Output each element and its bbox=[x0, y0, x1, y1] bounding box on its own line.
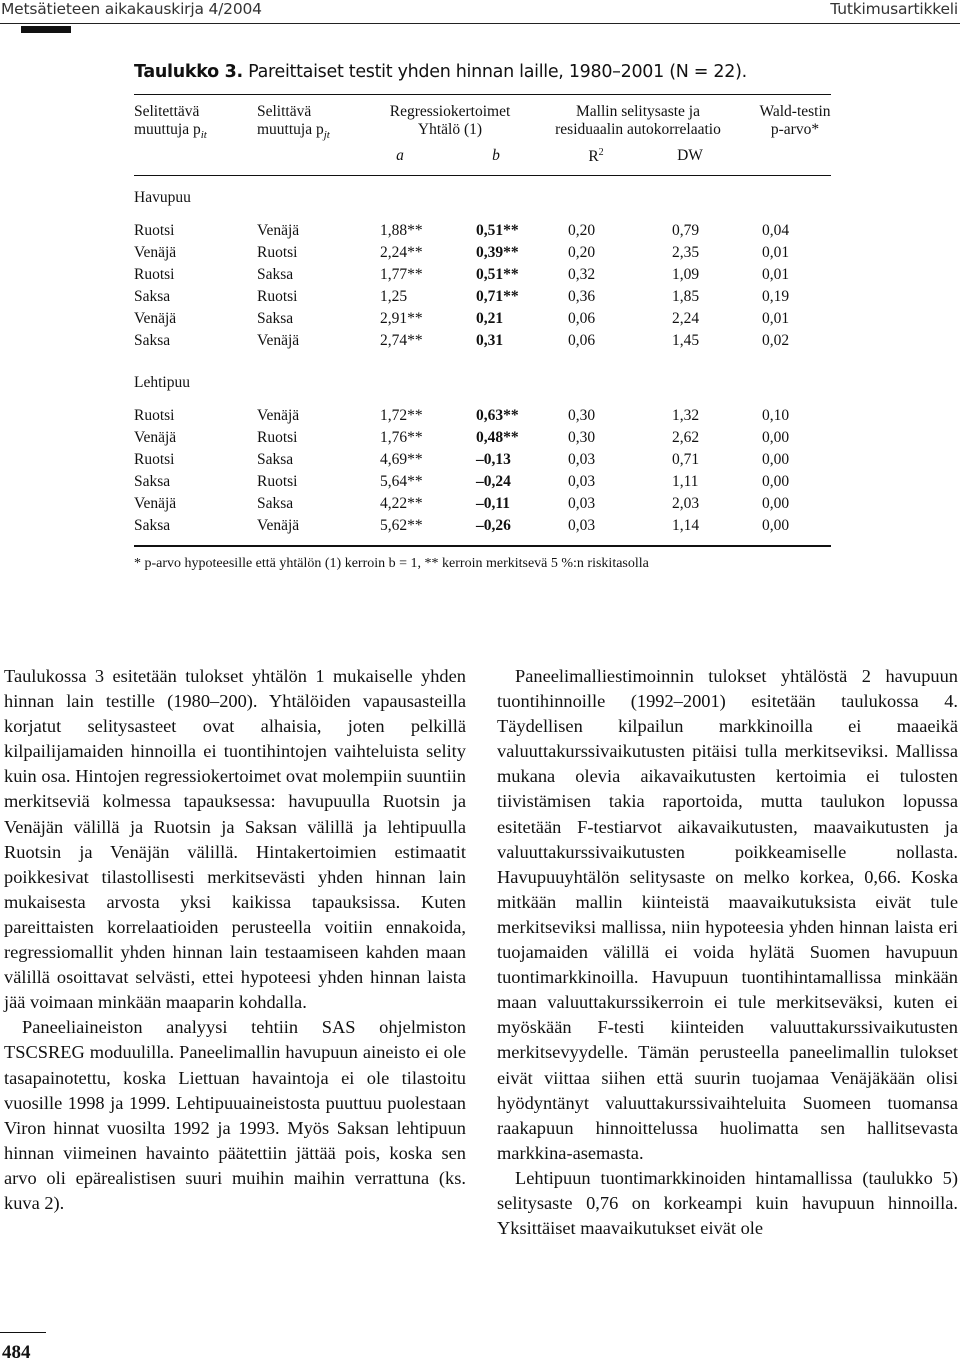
table-header-rule bbox=[134, 175, 831, 176]
table-cell-coef-b: 0,39** bbox=[476, 243, 519, 261]
table-cell-wald-p: 0,01 bbox=[762, 265, 790, 283]
header-regression-line2: Yhtälö (1) bbox=[417, 121, 483, 138]
table-cell-wald-p: 0,04 bbox=[762, 222, 790, 239]
table-cell-independent: Saksa bbox=[257, 494, 294, 512]
table-cell-independent: Venäjä bbox=[257, 331, 300, 349]
table-cell-wald-p: 0,00 bbox=[762, 428, 790, 446]
header-dependent-line2 bbox=[134, 121, 207, 141]
table-cell-dw: 1,09 bbox=[672, 265, 700, 283]
header-bar bbox=[21, 26, 71, 33]
table-cell-dependent: Ruotsi bbox=[134, 265, 175, 283]
table-cell-independent: Ruotsi bbox=[257, 472, 298, 490]
table-cell-coef-a: 1,88** bbox=[380, 222, 423, 239]
table-cell-independent: Venäjä bbox=[257, 222, 300, 239]
group-label-lehtipuu: Lehtipuu bbox=[134, 374, 190, 391]
table-cell-independent: Ruotsi bbox=[257, 287, 298, 305]
table-bottom-rule bbox=[134, 545, 831, 547]
table-cell-dw: 0,79 bbox=[672, 222, 700, 239]
header-regression-coefficients bbox=[380, 103, 520, 139]
table-cell-independent: Ruotsi bbox=[257, 428, 298, 446]
table-cell-dw: 0,71 bbox=[672, 450, 700, 468]
table-cell-r2: 0,30 bbox=[568, 407, 596, 424]
table-cell-dw: 2,35 bbox=[672, 243, 700, 261]
table-caption-text: Pareittaiset testit yhden hinnan laille, 1980–2001 (N = 22). bbox=[248, 62, 747, 82]
table-cell-coef-b: 0,51** bbox=[476, 222, 519, 239]
table-cell-dependent: Venäjä bbox=[134, 494, 177, 512]
table-cell-dependent: Saksa bbox=[134, 516, 171, 534]
running-header bbox=[0, 0, 960, 30]
page-number-rule bbox=[0, 1332, 46, 1333]
table-cell-r2: 0,20 bbox=[568, 222, 596, 239]
header-a: a bbox=[396, 147, 404, 164]
table-cell-dependent: Venäjä bbox=[134, 428, 177, 446]
table-cell-coef-a: 1,76** bbox=[380, 428, 423, 446]
table-cell-r2: 0,32 bbox=[568, 265, 596, 283]
table-cell-wald-p: 0,01 bbox=[762, 309, 790, 327]
header-independent-variable bbox=[257, 103, 330, 141]
header-r2-sup: 2 bbox=[598, 147, 604, 158]
table-cell-coef-b: 0,51** bbox=[476, 265, 519, 283]
header-dependent-sub: it bbox=[200, 129, 207, 142]
table-caption bbox=[134, 62, 747, 82]
table-footnote: * p-arvo hypoteesille että yhtälön (1) kerroin b = 1, ** kerroin merkitsevä 5 %:n riskitasolla bbox=[134, 556, 649, 571]
table-cell-dependent: Ruotsi bbox=[134, 407, 175, 424]
table-cell-coef-a: 4,22** bbox=[380, 494, 423, 512]
page-number: 484 bbox=[2, 1342, 31, 1363]
table-cell-dw: 1,85 bbox=[672, 287, 700, 305]
table-cell-dependent: Venäjä bbox=[134, 309, 177, 327]
table-cell-coef-b: 0,21 bbox=[476, 309, 504, 327]
group-label-havupuu: Havupuu bbox=[134, 189, 191, 206]
table-caption-label: Taulukko 3. bbox=[134, 62, 243, 82]
table-cell-r2: 0,30 bbox=[568, 428, 596, 446]
table-cell-dependent: Saksa bbox=[134, 472, 171, 490]
header-wald-test bbox=[745, 103, 845, 139]
table-cell-r2: 0,03 bbox=[568, 494, 596, 512]
table-cell-coef-b: –0,24 bbox=[476, 472, 511, 490]
table-cell-dw: 2,03 bbox=[672, 494, 700, 512]
table-cell-coef-b: 0,31 bbox=[476, 331, 504, 349]
table-cell-coef-b: 0,63** bbox=[476, 407, 519, 424]
table-cell-coef-b: 0,71** bbox=[476, 287, 519, 305]
body-column-right bbox=[497, 664, 958, 1241]
table-cell-independent: Venäjä bbox=[257, 407, 300, 424]
table-cell-dw: 1,45 bbox=[672, 331, 700, 349]
table-cell-r2: 0,06 bbox=[568, 331, 596, 349]
table-cell-coef-b: –0,11 bbox=[476, 494, 511, 512]
section-label: Tutkimusartikkeli bbox=[830, 0, 958, 18]
table-cell-coef-a: 2,24** bbox=[380, 243, 423, 261]
table-cell-coef-b: –0,13 bbox=[476, 450, 511, 468]
table-cell-coef-b: 0,48** bbox=[476, 428, 519, 446]
header-independent-sub: jt bbox=[323, 129, 330, 142]
paragraph: Paneelimalliestimoinnin tulokset yhtälöstä 2 havupuun tuontihinnoille (1992–2001) esitetään taulukossa 4. Täydellisen kilpailun markkinoilla ei maaeikä valuuttakurssivaikutusten pitäisi tulla merkitseviksi. Mallissa mukana olevia aikavaikutusten kertoimia ei tulosten tiivistämisen takia raportoida, mutta taulukon lopussa esitetään F-testiarvot aikavaikutusten, maavaikutusten ja valuuttakurssivaikutusten poikkeamiselle nollasta. Havupuuyhtälön selitysaste on melko korkea, 0,66. Koska mitkään mallin kiinteistä maavaikutuksista eivät tule merkitseviksi mallissa, niin hypoteesia yhden hinnan laista eri tuojamaiden välillä ei voida hylätä Suomen havupuun tuontimarkkinoilla. Havupuun tuontihintamallissa minkään maan valuuttakurssikerroin ei tule merkitseväksi, kuten ei myöskään F-testi kiinteiden valuuttakurssivaikutusten merkitsevyydelle. Tämän perusteella paneelimallin tulokset eivät viittaa siihen että suurin tuojamaa Venäjäkään olisi hyödyntänyt valuuttakurssivaihteluita Suomeen tuomansa raakapuun hinnoittelussa huolimatta sen hallitsevasta markkina-asemasta. bbox=[497, 666, 958, 1163]
table-cell-r2: 0,03 bbox=[568, 472, 596, 490]
table-cell-independent: Venäjä bbox=[257, 516, 300, 534]
paragraph: Lehtipuun tuontimarkkinoiden hintamallissa (taulukko 5) selitysaste 0,76 on korkeampi kuin havupuun hinnoilla. Yksittäiset maavaikutukset eivät ole bbox=[497, 1167, 958, 1239]
table-cell-wald-p: 0,02 bbox=[762, 331, 790, 349]
table-cell-dw: 1,11 bbox=[672, 472, 699, 490]
header-model-fit bbox=[548, 103, 728, 139]
table-cell-coef-a: 1,77** bbox=[380, 265, 423, 283]
header-regression-line1: Regressiokertoimet bbox=[389, 103, 511, 120]
table-cell-independent: Saksa bbox=[257, 309, 294, 327]
table-cell-wald-p: 0,19 bbox=[762, 287, 790, 305]
header-fit-line1: Mallin selitysaste ja bbox=[576, 103, 700, 120]
table-cell-coef-a: 1,25 bbox=[380, 287, 408, 305]
header-fit-line2: residuaalin autokorrelaatio bbox=[555, 121, 721, 138]
table-cell-coef-a: 4,69** bbox=[380, 450, 423, 468]
body-column-left bbox=[4, 664, 466, 1216]
header-independent-line1: Selittävä bbox=[257, 103, 312, 120]
header-wald-line1: Wald-testin bbox=[759, 103, 831, 120]
header-dependent-line1: Selitettävä bbox=[134, 103, 200, 120]
table-cell-r2: 0,06 bbox=[568, 309, 596, 327]
table-cell-r2: 0,36 bbox=[568, 287, 596, 305]
table-cell-independent: Ruotsi bbox=[257, 243, 298, 261]
table-cell-coef-a: 2,74** bbox=[380, 331, 423, 349]
table-cell-dependent: Saksa bbox=[134, 287, 171, 305]
table-cell-dw: 1,32 bbox=[672, 407, 700, 424]
table-cell-dw: 2,62 bbox=[672, 428, 700, 446]
header-b: b bbox=[492, 147, 500, 164]
table-cell-dependent: Ruotsi bbox=[134, 450, 175, 468]
header-rule bbox=[0, 23, 960, 24]
table-cell-wald-p: 0,00 bbox=[762, 450, 790, 468]
table-cell-wald-p: 0,01 bbox=[762, 243, 790, 261]
table-cell-independent: Saksa bbox=[257, 265, 294, 283]
journal-title: Metsätieteen aikakauskirja 4/2004 bbox=[1, 0, 262, 18]
table-cell-coef-a: 5,62** bbox=[380, 516, 423, 534]
table-cell-coef-a: 1,72** bbox=[380, 407, 423, 424]
header-r2-text: R bbox=[588, 148, 599, 166]
table-cell-r2: 0,03 bbox=[568, 516, 596, 534]
header-dependent-variable bbox=[134, 103, 207, 141]
header-dw: DW bbox=[677, 147, 703, 164]
header-dependent-text: muuttuja p bbox=[134, 121, 201, 138]
table-cell-r2: 0,20 bbox=[568, 243, 596, 261]
table-cell-wald-p: 0,00 bbox=[762, 472, 790, 490]
header-wald-line2: p-arvo* bbox=[770, 121, 820, 138]
table-cell-dependent: Saksa bbox=[134, 331, 171, 349]
table-cell-dw: 2,24 bbox=[672, 309, 700, 327]
table-cell-wald-p: 0,00 bbox=[762, 516, 790, 534]
table-cell-dependent: Venäjä bbox=[134, 243, 177, 261]
header-independent-text: muuttuja p bbox=[257, 121, 324, 138]
table-cell-coef-b: –0,26 bbox=[476, 516, 511, 534]
table-cell-wald-p: 0,10 bbox=[762, 407, 790, 424]
table-cell-coef-a: 5,64** bbox=[380, 472, 423, 490]
table-top-rule bbox=[134, 94, 831, 95]
table-cell-wald-p: 0,00 bbox=[762, 494, 790, 512]
table-cell-r2: 0,03 bbox=[568, 450, 596, 468]
table-cell-dw: 1,14 bbox=[672, 516, 700, 534]
table-cell-independent: Saksa bbox=[257, 450, 294, 468]
table-cell-coef-a: 2,91** bbox=[380, 309, 423, 327]
table-cell-dependent: Ruotsi bbox=[134, 222, 175, 239]
paragraph: Taulukossa 3 esitetään tulokset yhtälön 1 mukaiselle yhden hinnan lain testille (1980–200). Yhtälöiden vapausasteilla korjatut selitysasteet ovat alhaisia, joten pelkillä kilpailijamaiden hinnoilla ei tuontihintojen vaihteluista selity kuin osa. Hintojen regressiokertoimet ovat molempiin suuntiin merkitseviä kolmessa tapauksessa: havupuulla Ruotsin ja Venäjän välillä ja Ruotsin ja Saksan välillä ja lehtipuulla Ruotsin ja Venäjän välillä. Hintakertoimien estimaatit poikkesivat tilastollisesti merkitsevästi yhden hinnan lain mukaisesta arvosta yksi kaikissa tapauksissa. Kuten pareittaisten korrelaatioiden perusteella voitiin ennakoida, regressiomallit yhden hinnan lain testaamiseen kahden maan välillä osoittavat selvästi, ettei hypoteesi yhden hinnan laista jää voimaan minkään maaparin kohdalla. bbox=[4, 666, 466, 1013]
header-independent-line2 bbox=[257, 121, 330, 141]
paragraph: Paneeliaineiston analyysi tehtiin SAS ohjelmiston TSCSREG moduulilla. Paneelimallin havupuun aineisto ei ole tasapainotettu, koska Liettuan havaintoja ei ole tilastoitu vuosille 1998 ja 1999. Lehtipuuaineistosta puuttuu puolestaan Viron hinnat vuosilta 1992 ja 1993. Myös Saksan lehtipuun hinnan viimeinen havainto päätettiin jättää pois, koska sen arvo oli epärealistisen suuri muihin maihin verrattuna (ks. kuva 2). bbox=[4, 1017, 466, 1213]
header-r2 bbox=[576, 147, 616, 166]
